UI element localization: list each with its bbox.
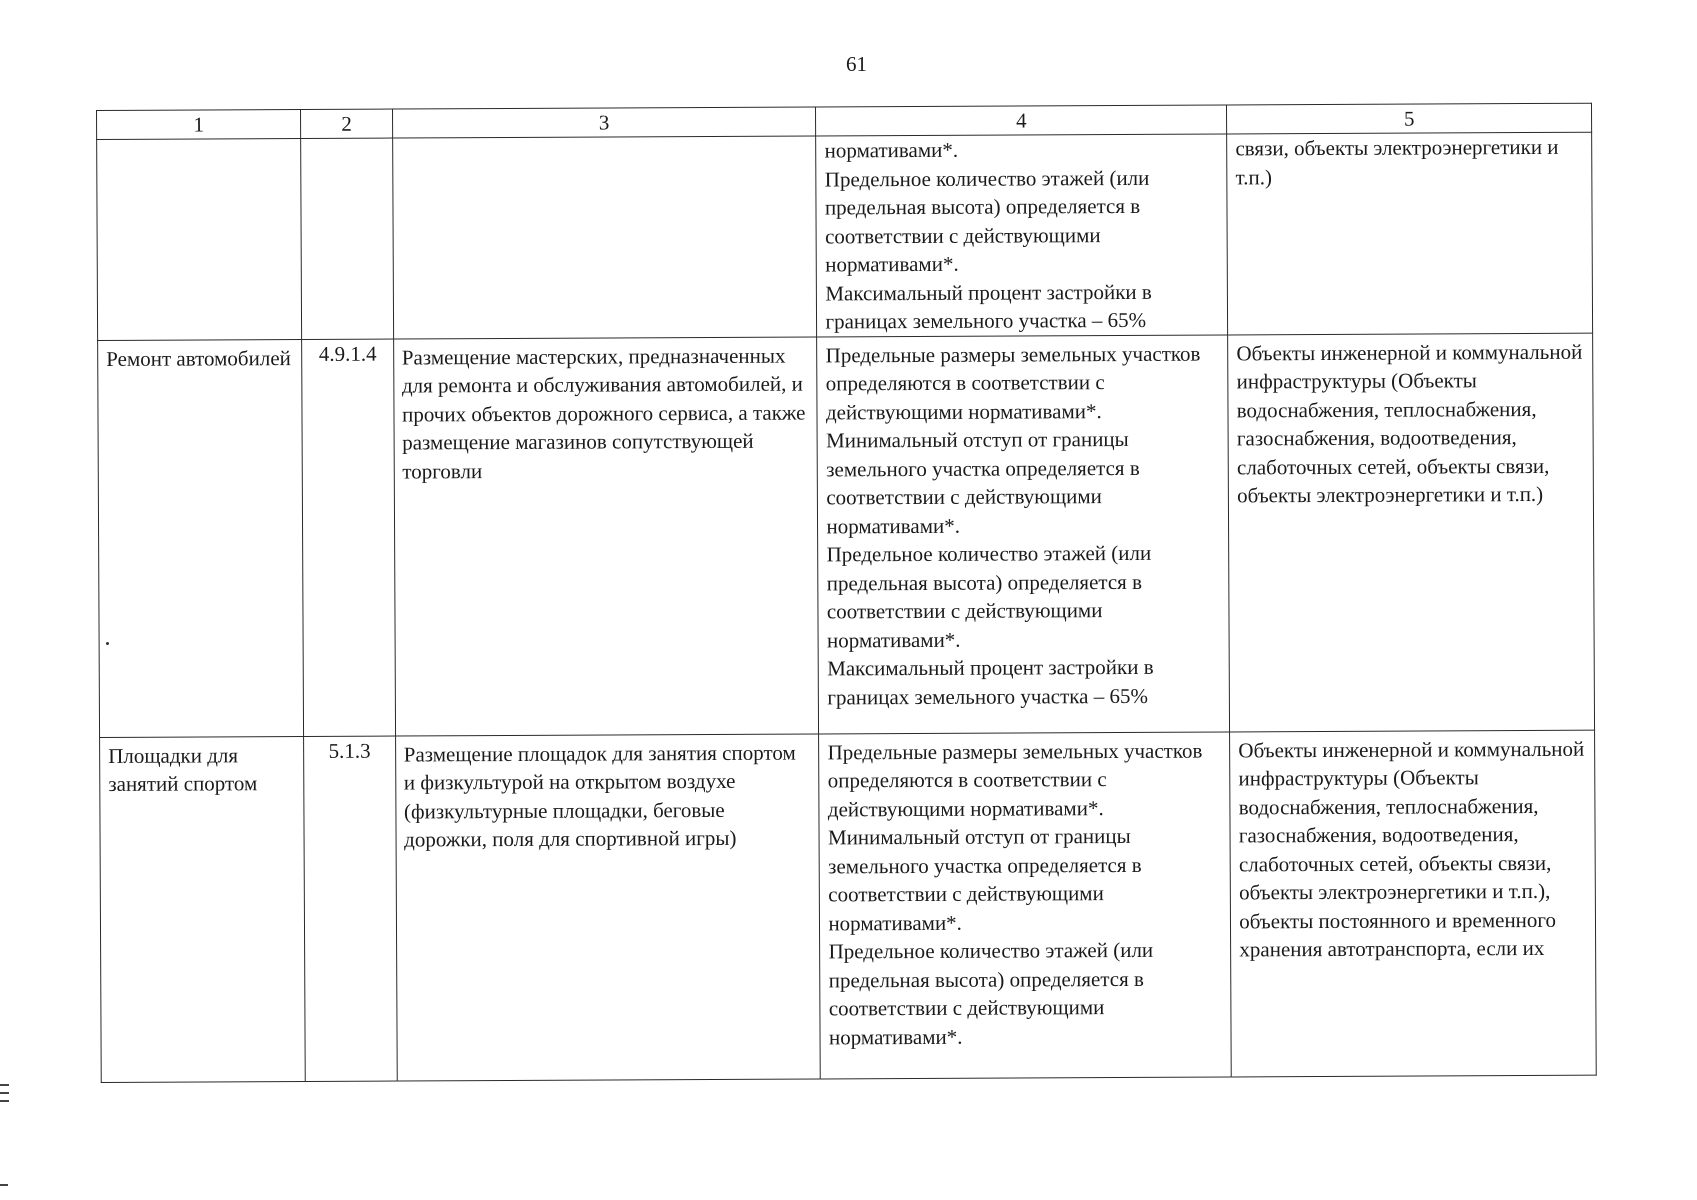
margin-mark xyxy=(0,1184,8,1186)
use-type-cell: Ремонт автомобилей xyxy=(98,339,304,737)
use-type-cell xyxy=(97,138,302,339)
margin-mark xyxy=(0,1092,9,1094)
table-row xyxy=(97,132,1593,340)
description-cell xyxy=(392,136,817,339)
use-type-cell: Площадки для занятий спортом xyxy=(100,736,306,1082)
use-code-cell: 5.1.3 xyxy=(304,736,397,1081)
parameters-cell: Предельные размеры земельных участков определяются в соответствии с действующими нормативами*. Минимальный отступ от границы земельного участка определяется в соответствии с действующими нормативами*. Предельное количество этажей (или предельная высота) определяется в соответствии с действующими нормативами*. Максимальный процент застройки в границах земельного участка – 65% xyxy=(817,334,1230,733)
margin-mark xyxy=(0,1100,9,1102)
column-header-1: 1 xyxy=(97,109,302,139)
margin-mark xyxy=(0,1084,9,1086)
column-header-3: 3 xyxy=(392,107,816,138)
table-row xyxy=(100,730,1597,1082)
related-objects-cell: Объекты инженерной и коммунальной инфраструктуры (Объекты водоснабжения, теплоснабжения, газоснабжения, водоотведения, слаботочных сетей, объекты связи, объекты электроэнергетики и т.п.) xyxy=(1228,333,1595,732)
page-number: 61 xyxy=(846,52,867,76)
parameters-cell: нормативами*. Предельное количество этажей (или предельная высота) определяется в соответствии с действующими нормативами*. Максимальный процент застройки в границах земельного участка – 65% xyxy=(816,134,1228,337)
column-header-2: 2 xyxy=(301,109,392,138)
related-objects-cell: Объекты инженерной и коммунальной инфраструктуры (Объекты водоснабжения, теплоснабжения, газоснабжения, водоотведения, слаботочных сетей, объекты связи, объекты электроэнергетики и т.п.), объекты постоянного и временного хранения автотранспорта, если их xyxy=(1230,730,1596,1077)
description-cell: Размещение площадок для занятия спортом и физкультурой на открытом воздухе (физкультурные площадки, беговые дорожки, поля для спортивной игры) xyxy=(395,733,821,1080)
description-cell: Размещение мастерских, предназначенных для ремонта и обслуживания автомобилей, и прочих объектов дорожного сервиса, а также размещение магазинов сопутствующей торговли xyxy=(393,336,819,735)
column-header-4: 4 xyxy=(816,105,1227,136)
use-code-cell: 4.9.1.4 xyxy=(302,339,395,736)
use-code-cell xyxy=(301,138,393,339)
parameters-cell: Предельные размеры земельных участков определяются в соответствии с действующими нормативами*. Минимальный отступ от границы земельного участка определяется в соответствии с действующими нормативами*. Предельное количество этажей (или предельная высота) определяется в соответствии с действующими нормативами*. xyxy=(819,731,1231,1078)
scan-speck xyxy=(106,642,109,645)
table-row xyxy=(98,333,1595,737)
zoning-table xyxy=(96,103,1597,1083)
column-header-5: 5 xyxy=(1227,103,1592,134)
related-objects-cell: связи, объекты электроэнергетики и т.п.) xyxy=(1227,132,1593,334)
